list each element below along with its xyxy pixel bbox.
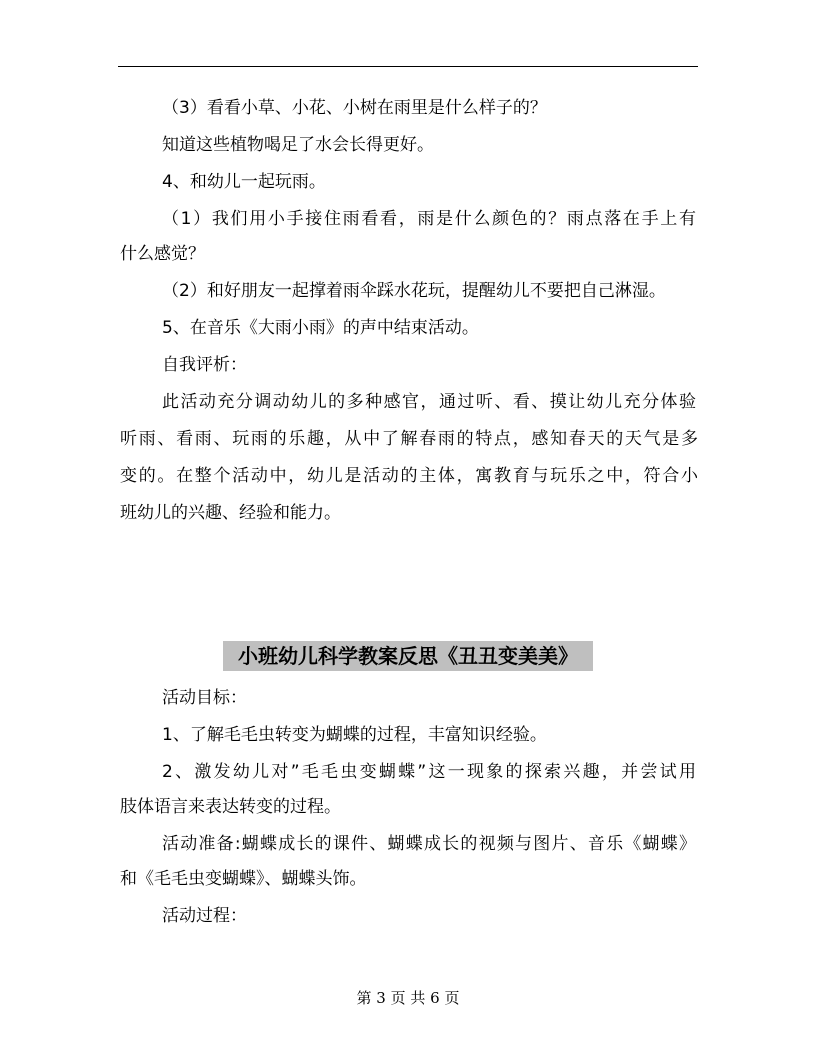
paragraph-catch-rain-line2: 什么感觉？ (120, 244, 205, 264)
goal-1: 1、了解毛毛虫转变为蝴蝶的过程，丰富知识经验。 (162, 725, 547, 745)
self-evaluation-line1: 此活动充分调动幼儿的多种感官，通过听、看、摸让幼儿充分体验 (162, 392, 696, 412)
lesson-title: 小班幼儿科学教案反思《丑丑变美美》 (223, 641, 593, 671)
goal-2-line2: 肢体语言来表达转变的过程。 (120, 797, 341, 817)
paragraph-plants-drink-water: 知道这些植物喝足了水会长得更好。 (162, 135, 434, 155)
self-evaluation-line4: 班幼儿的兴趣、经验和能力。 (120, 503, 341, 523)
paragraph-step-4: 4、和幼儿一起玩雨。 (162, 172, 326, 192)
paragraph-catch-rain-line1: （1）我们用小手接住雨看看，雨是什么颜色的？雨点落在手上有 (162, 209, 696, 229)
page-number: 第 3 页 共 6 页 (356, 989, 460, 1007)
self-evaluation-line3: 变的。在整个活动中，幼儿是活动的主体，寓教育与玩乐之中，符合小 (120, 466, 698, 486)
self-evaluation-label: 自我评析： (162, 355, 247, 375)
paragraph-observe-plants: （3）看看小草、小花、小树在雨里是什么样子的？ (162, 98, 547, 118)
self-evaluation-line2: 听雨、看雨、玩雨的乐趣，从中了解春雨的特点，感知春天的天气是多 (120, 429, 698, 449)
header-rule (118, 66, 698, 67)
activity-goals-label: 活动目标： (162, 688, 247, 708)
goal-2-line1: 2、激发幼儿对”毛毛虫变蝴蝶”这一现象的探索兴趣，并尝试用 (162, 762, 696, 782)
activity-prep-line2: 和《毛毛虫变蝴蝶》、蝴蝶头饰。 (120, 869, 367, 889)
activity-process-label: 活动过程： (162, 906, 247, 926)
paragraph-umbrella-play: （2）和好朋友一起撑着雨伞踩水花玩，提醒幼儿不要把自己淋湿。 (162, 281, 666, 301)
paragraph-step-5: 5、在音乐《大雨小雨》的声中结束活动。 (162, 318, 479, 338)
activity-prep-line1: 活动准备:蝴蝶成长的课件、蝴蝶成长的视频与图片、音乐《蝴蝶》 (162, 834, 696, 854)
